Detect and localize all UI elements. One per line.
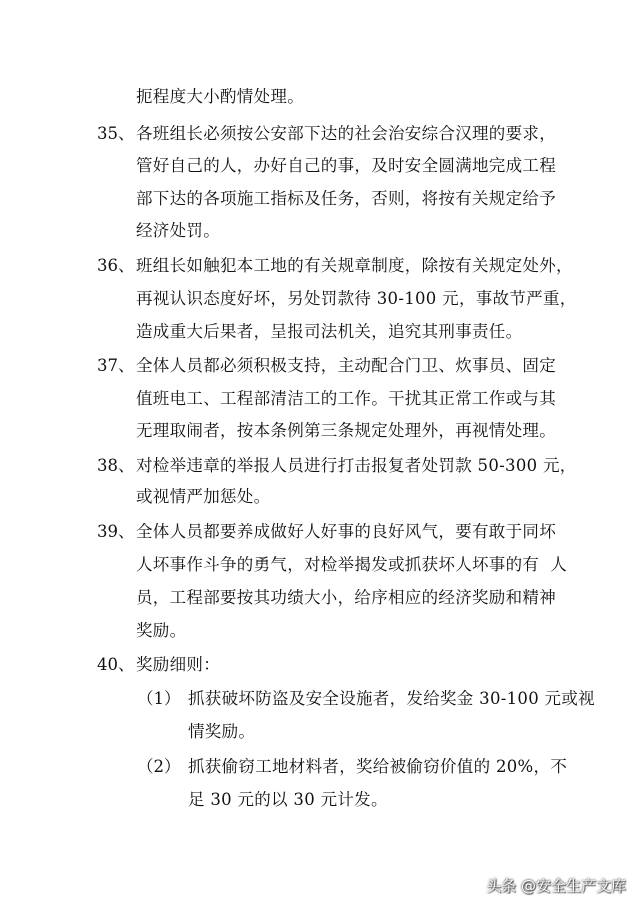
item-line: 全体人员都必须积极支持，主动配合门卫、炊事员、固定 (136, 356, 556, 375)
intro-line: 扼程度大小酌情处理。 (136, 87, 304, 106)
item-number: 38、 (97, 456, 135, 475)
item-number: 40、 (97, 655, 135, 674)
item-line: 部下达的各项施工指标及任务，否则，将按有关规定给予 (136, 189, 556, 208)
source-watermark: 头条 @安全生产文库 (486, 877, 626, 895)
item-number: 35、 (97, 124, 135, 143)
item-number: 39、 (97, 522, 135, 541)
item-line: 再视认识态度好坏，另处罚款待 30-100 元，事故节严重， (136, 289, 577, 308)
item-line: 造成重大后果者，呈报司法机关，追究其刑事责任。 (136, 322, 523, 341)
item-number: 37、 (97, 356, 135, 375)
item-line: 无理取闹者，按本条例第三条规定处理外，再视情处理。 (136, 421, 556, 440)
item-line: 管好自己的人，办好自己的事，及时安全圆满地完成工程 (136, 156, 556, 175)
item-number: 36、 (97, 256, 135, 275)
subitem-line: 足 30 元的以 30 元计发。 (188, 790, 388, 809)
subitem-line: 抓获破坏防盗及安全设施者，发给奖金 30-100 元或视 (188, 689, 595, 708)
subitem-number: （2） (137, 757, 181, 776)
item-line: 员，工程部要按其功绩大小，给序相应的经济奖励和精神 (136, 588, 556, 607)
item-line: 人坏事作斗争的勇气，对检举揭发或抓获坏人坏事的有 人 (136, 555, 568, 574)
item-line: 经济处罚。 (136, 221, 220, 240)
subitem-number: （1） (137, 689, 181, 708)
item-line: 班组长如触犯本工地的有关规章制度，除按有关规定处外， (136, 256, 573, 275)
item-line: 全体人员都要养成做好人好事的良好风气，要有敢于同坏 (136, 522, 556, 541)
item-line: 值班电工、工程部清洁工的工作。干扰其正常工作或与其 (136, 389, 556, 408)
item-line: 奖励细则： (136, 655, 220, 674)
subitem-line: 情奖励。 (188, 722, 256, 741)
item-line: 或视情严加惩处。 (136, 487, 271, 506)
subitem-line: 抓获偷窃工地材料者，奖给被偷窃价值的 20%，不 (188, 757, 568, 776)
item-line: 各班组长必须按公安部下达的社会治安综合汉理的要求， (136, 124, 556, 143)
item-line: 对检举违章的举报人员进行打击报复者处罚款 50-300 元， (136, 456, 577, 475)
item-line: 奖励。 (136, 621, 187, 640)
